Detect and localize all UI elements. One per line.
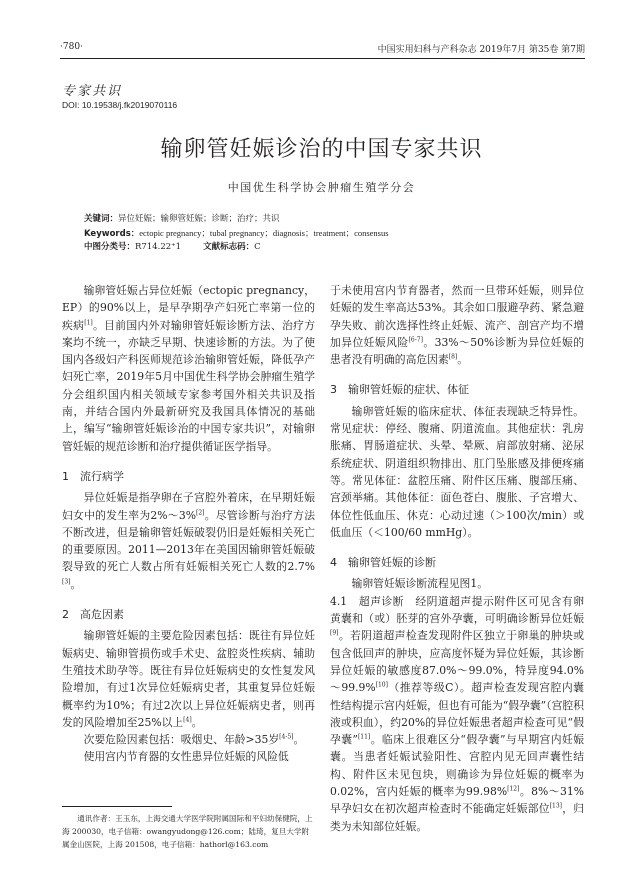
corresponding-author-footnote: 通讯作者：王玉东，上海交通大学医学院附属国际和平妇幼保健院，上海 200030，电子信箱：owangyudong@126.com；陆琦，复旦大学附属金山医院，上海 201508，电子信箱：hathorl@163.com xyxy=(62,814,313,849)
section-2-paragraph-3: 使用宫内节育器的女性患异位妊娠的风险低 xyxy=(83,750,289,764)
keywords-en-label: Keywords： xyxy=(84,229,140,239)
citation: [1] xyxy=(84,319,93,326)
section-2-paragraph-2: 次要危险因素包括：吸烟史、年龄>35岁[4-5]。 xyxy=(83,733,305,747)
citation: [11] xyxy=(357,733,371,741)
section-3-heading: 3 输卵管妊娠的症状、体征 xyxy=(330,383,469,397)
keywords-en xyxy=(84,226,563,241)
header-rule xyxy=(60,58,585,59)
section-1-paragraph: 异位妊娠是指孕卵在子宫腔外着床，在早期妊娠妇女中的发生率为2%～3%[2]。尽管诊断与治疗方法不断改进，但是输卵管妊娠破裂仍旧是妊娠相关死亡的重要原因。2011—2013年在美国因输卵管妊娠破裂导致的死亡人数占所有妊娠相关死亡人数的2.7%[3]。 xyxy=(62,491,315,591)
section-1-heading: 1 流行病学 xyxy=(62,469,124,483)
author-organization: 中国优生科学协会肿瘤生殖学分会 xyxy=(227,181,416,194)
citation: [12] xyxy=(507,785,520,793)
citation: [9] xyxy=(330,629,339,637)
section-4-1-paragraph: 4.1 超声诊断 经阴道超声提示附件区可见含有卵黄囊和（或）胚芽的宫外孕囊，可明确诊断异位妊娠[9]。若阴道超声检查发现附件区独立于卵巢的肿块或包含低回声的肿块，应高度怀疑为异位妊娠，其诊断异位妊娠的敏感度87.0%～99.0%，特异度94.0%～99.9%[10]（推荐等级C）。超声检查发现宫腔内囊性结构提示宫内妊娠，但也有可能为“假孕囊”（宫腔积液或积血），约20%的异位妊娠患者超声检查可见“假孕囊”[11]。临床上很难区分“假孕囊”与早期宫内妊娠囊。当患者妊娠试验阳性、宫腔内见无回声囊性结构、附件区未见包块，则确诊为异位妊娠的概率为0.02%，宫内妊娠的概率为99.98%[12]。8%～31%早孕妇女在初次超声检查时不能确定妊娠部位[13]，归类为未知部位妊娠。 xyxy=(330,594,585,833)
footnote-rule xyxy=(62,806,172,807)
keywords-cn xyxy=(84,212,563,226)
section-4-heading: 4 输卵管妊娠的诊断 xyxy=(330,556,436,570)
section-4-intro: 输卵管妊娠诊断流程见图1。 xyxy=(351,577,489,591)
section-2-heading: 2 高危因素 xyxy=(62,608,124,622)
citation: [2] xyxy=(195,508,205,516)
classification xyxy=(84,240,563,254)
left-column xyxy=(62,282,315,766)
citation: [4] xyxy=(183,716,192,724)
citation: [10] xyxy=(375,681,388,689)
article-title: 输卵管妊娠诊治的中国专家共识 xyxy=(160,137,483,162)
section-2-paragraph-1: 输卵管妊娠的主要危险因素包括：既往有异位妊娠病史、输卵管损伤或手术史、盆腔炎性疾病、辅助生殖技术助孕等。既往有异位妊娠病史的女性复发风险增加，有过1次异位妊娠病史者，其重复异位妊娠概率约为10%；有过2次以上异位妊娠病史者，则再发的风险增加至25%以上[4]。 xyxy=(62,629,315,729)
citation: [4-5] xyxy=(279,733,294,741)
keywords-cn-value: 异位妊娠；输卵管妊娠；诊断；治疗；共识 xyxy=(118,214,280,224)
page-number: ·780· xyxy=(60,42,83,52)
right-column xyxy=(330,282,584,835)
keywords-cn-label: 关键词： xyxy=(84,214,119,224)
clc-value: R714.22⁺1 xyxy=(135,242,182,252)
doc-code-label: 文献标志码： xyxy=(203,242,255,252)
doc-code-value: C xyxy=(254,242,261,252)
keywords-en-value: ectopic pregnancy；tubal pregnancy；diagnosis；treatment；consensus xyxy=(139,228,389,238)
section-label: 专家共识 xyxy=(62,84,123,99)
continued-paragraph: 于未使用宫内节育器者，然而一旦带环妊娠，则异位妊娠的发生率高达53%。其余如口服避孕药、紧急避孕失败、前次选择性终止妊娠、流产、剖宫产均不增加异位妊娠风险[6-7]。33%～50%诊断为异位妊娠的患者没有明确的高危因素[8]。 xyxy=(330,284,585,367)
citation: [3] xyxy=(62,578,71,586)
doi: DOI: 10.19538/j.fk2019070116 xyxy=(62,100,178,110)
citation: [8] xyxy=(448,353,458,361)
intro-paragraph: 输卵管妊娠占异位妊娠（ectopic pregnancy，EP）的90%以上，是早孕期孕产妇死亡率第一位的疾病[1]。目前国内外对输卵管妊娠诊断方法、治疗方案均不统一，亦缺乏早期、快速诊断的方法。为了使国内各级妇产科医师规范诊治输卵管妊娠，降低孕产妇死亡率，2019年5月中国优生科学协会肿瘤生殖学分会组织国内相关领域专家参考国外相关共识及指南，并结合国内外最新研究及我国具体情况的基础上，编写“输卵管妊娠诊治的中国专家共识”，对输卵管妊娠的规范诊断和治疗提供循证医学指导。 xyxy=(62,284,316,453)
section-3-paragraph: 输卵管妊娠的临床症状、体征表现缺乏特异性。常见症状：停经、腹痛、阴道流血。其他症状：乳房胀痛、胃肠道症状、头晕、晕厥、肩部放射痛、泌尿系统症状、阴道组织物排出、肛门坠胀感及排便疼痛等。常见体征：盆腔压痛、附件区压痛、腹部压痛、宫颈举痛。其他体征：面色苍白、腹胀、子宫增大、体位性低血压、休克：心动过速（＞100次/min）或低血压（＜100/60 mmHg）。 xyxy=(330,404,584,539)
journal-running-header: 中国实用妇科与产科杂志 2019年7月 第35卷 第7期 xyxy=(377,45,585,55)
clc-label: 中图分类号： xyxy=(84,242,136,252)
citation: [6-7] xyxy=(408,336,423,344)
citation: [13] xyxy=(549,802,563,810)
